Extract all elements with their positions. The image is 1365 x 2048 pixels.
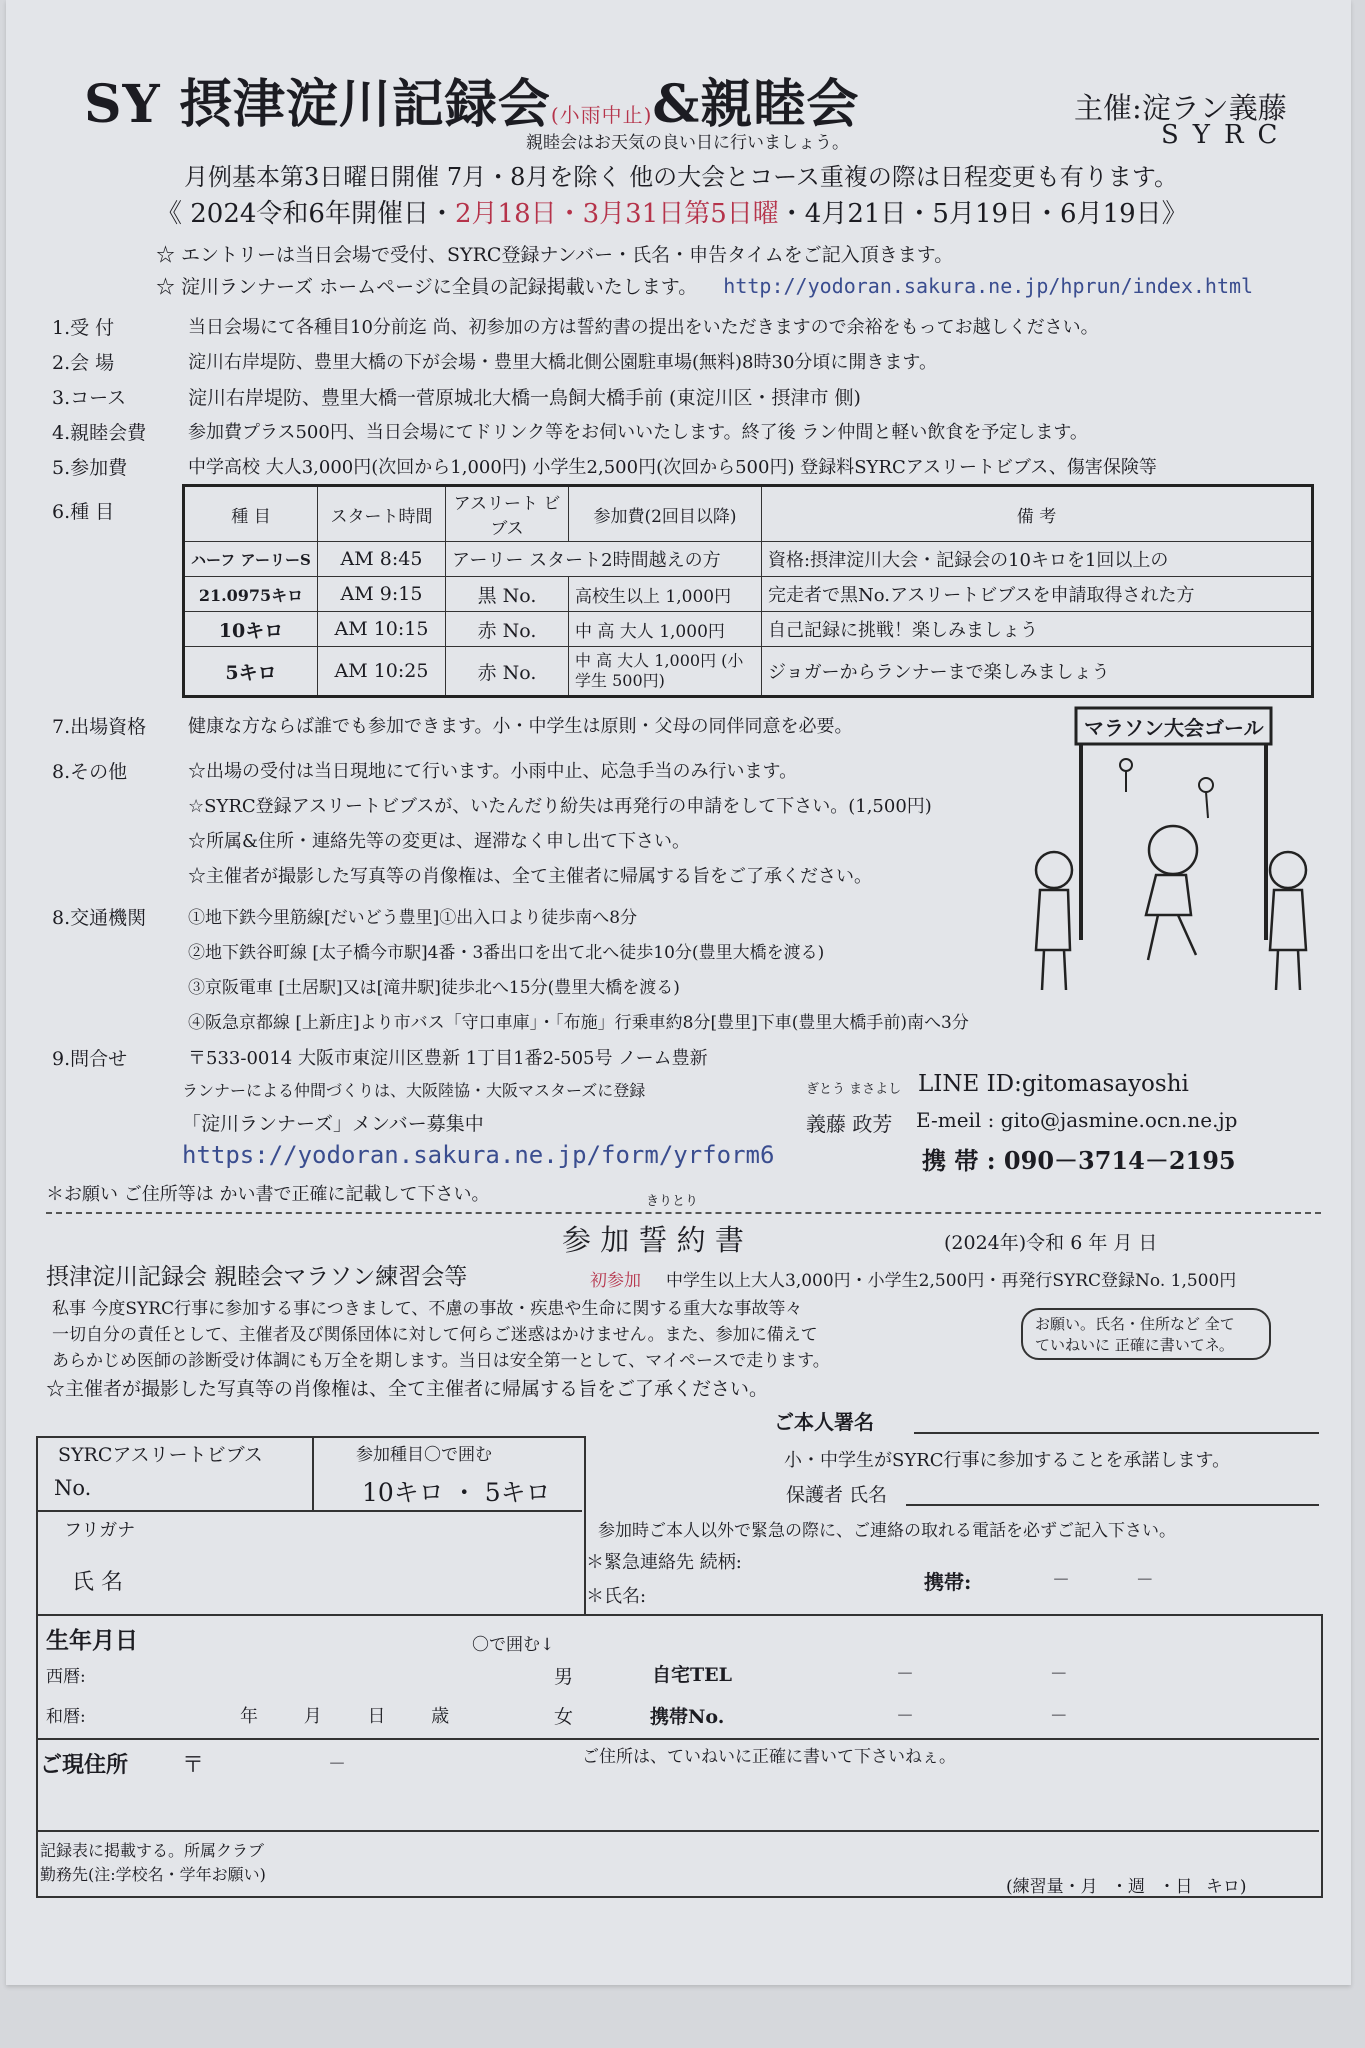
pledge-fee: 中学生以上大人3,000円・小学生2,500円・再発行SYRC登録No. 1,500円: [666, 1271, 1237, 1291]
start-time: AM 8:45: [318, 542, 446, 577]
gender-female-option[interactable]: 女: [554, 1706, 574, 1728]
postal-dash: －: [328, 1754, 346, 1775]
list-item: ④阪急京都線 [上新庄]より市バス「守口車庫」・「布施」行乗車約8分[豊里]下車(豊里大橋手前)南へ3分: [188, 1013, 969, 1033]
cut-line: [46, 1212, 1321, 1214]
pledge-body: 私事 今度SYRC行事に参加する事につきまして、不慮の事故・疾患や生命に関する重大な事故等々: [52, 1299, 803, 1319]
mobile-no-field[interactable]: 携帯No.: [650, 1706, 725, 1728]
bibs-label: SYRCアスリートビブス: [58, 1444, 263, 1466]
dates-open: 《 2024令和6年開催日・: [156, 199, 455, 229]
training-volume-field[interactable]: (練習量・月 ・週 ・日 キロ): [1006, 1877, 1247, 1897]
guardian-line[interactable]: [906, 1504, 1319, 1506]
section-label: 1.受 付: [52, 317, 115, 339]
home-tel-dashes: － －: [896, 1664, 1068, 1685]
event-choice[interactable]: 10キロ ・ 5キロ: [362, 1478, 551, 1507]
start-time: AM 9:15: [318, 577, 446, 612]
event-name: 21.0975キロ: [184, 577, 318, 612]
bubble-line: お願い。氏名・住所など 全て: [1035, 1315, 1235, 1333]
bibs: アーリー スタート2時間越えの方: [446, 542, 762, 577]
postal-mark[interactable]: 〒: [182, 1753, 205, 1778]
emergency-note: 参加時ご本人以外で緊急の際に、ご連絡の取れる電話を必ずご記入下さい。: [598, 1521, 1176, 1541]
list-item: ☆SYRC登録アスリートビブスが、いたんだり紛失は再発行の申請をして下さい。(1,500円): [188, 796, 932, 817]
club-field[interactable]: 記録表に掲載する。所属クラブ: [40, 1841, 265, 1860]
cut-ruby: きりとり: [646, 1194, 699, 1209]
bubble-line: ていねいに 正確に書いてネ。: [1035, 1336, 1234, 1354]
section-text: 淀川右岸堤防、豊里大橋一菅原城北大橋一鳥飼大橋手前 (東淀川区・摂津市 側): [188, 387, 861, 409]
list-item: ②地下鉄谷町線 [太子橋今市駅]4番・3番出口を出て北へ徒歩10分(豊里大橋を渡る): [188, 943, 825, 963]
table-header: スタート時間: [318, 486, 446, 542]
sponsor-org: SYRC: [1161, 120, 1292, 150]
note: 資格:摂津淀川大会・記録会の10キロを1回以上の: [762, 542, 1313, 577]
dates-highlight: 2月18日・3月31日第5日曜: [454, 199, 779, 229]
section-label: 9.問合せ: [52, 1048, 128, 1070]
table-row: [184, 542, 1313, 577]
first-time-label: 初参加: [590, 1271, 641, 1291]
note: 自己記録に挑戦！楽しみましょう: [762, 612, 1313, 647]
mobile-no-dashes: － －: [896, 1706, 1068, 1727]
pledge-body: ☆主催者が撮影した写真等の肖像権は、全て主催者に帰属する旨をご了承ください。: [46, 1378, 769, 1400]
notice-entry: ☆ エントリーは当日会場で受付、SYRC登録ナンバー・氏名・申告タイムをご記入頂きます。: [156, 244, 954, 266]
workplace-field[interactable]: 勤務先(注:学校名・学年お願い): [40, 1865, 266, 1884]
circle-note: 〇で囲む↓: [472, 1635, 555, 1655]
section-label: 2.会 場: [52, 352, 115, 374]
table-header: 参加費(2回目以降): [569, 486, 762, 542]
request-note: ＊お願い ご住所等は かい書で正確に記載して下さい。: [46, 1184, 490, 1205]
table-header: 種 目: [184, 486, 318, 542]
signature-line[interactable]: [914, 1432, 1319, 1434]
event-dates: [156, 193, 1188, 230]
section-text: 健康な方ならば誰でも参加できます。小・中学生は原則・父母の同伴同意を必要。: [188, 716, 853, 737]
flyer-page: [6, 0, 1351, 1985]
note: 完走者で黒No.アスリートビブスを申請取得された方: [762, 577, 1313, 612]
recruit-note: 「淀川ランナーズ」メンバー募集中: [182, 1113, 484, 1135]
start-time: AM 10:15: [318, 612, 446, 647]
signature-label: ご本人署名: [774, 1410, 874, 1434]
birthdate-label: 生年月日: [46, 1627, 138, 1654]
western-year-field[interactable]: 西暦:: [46, 1667, 86, 1687]
gender-male-option[interactable]: 男: [554, 1666, 574, 1688]
table-header-row: [184, 486, 1313, 542]
pledge-body: あらかじめ医師の診断受け体調にも万全を期します。当日は安全第一として、マイペースで走ります。: [52, 1351, 830, 1371]
emergency-name-field[interactable]: ＊氏名:: [586, 1586, 647, 1607]
section-text: 参加費プラス500円、当日会場にてドリンク等をお伺いいたします。終了後 ラン仲間と軽い飲食を予定します。: [188, 422, 1088, 443]
form-divider: [36, 1738, 1319, 1740]
event-name: 5キロ: [184, 647, 318, 697]
list-item: ☆所属&住所・連絡先等の変更は、遅滞なく申し出て下さい。: [188, 831, 691, 852]
bibs: 赤 No.: [446, 612, 569, 647]
sponsor: 主催:淀ラン義藤: [1074, 91, 1287, 125]
schedule-note: 月例基本第3日曜日開催 7月・8月を除く 他の大会とコース重複の際は日程変更も有ります。: [184, 163, 1178, 191]
section-label: 8.その他: [52, 761, 128, 783]
group-note: ランナーによる仲間づくりは、大阪陸協・大阪マスターズに登録: [182, 1081, 646, 1100]
pledge-event-name: 摂津淀川記録会 親睦会マラソン練習会等: [46, 1264, 468, 1290]
event-name: ハーフ アーリーS: [184, 542, 318, 577]
organizer-phone[interactable]: 携 帯 : 090－3714－2195: [922, 1146, 1236, 1175]
date-units: 年 月 日 歳: [240, 1706, 450, 1727]
furigana-name: ぎとう まさよし: [806, 1082, 902, 1097]
section-label: 3.コース: [52, 387, 127, 409]
section-text: 中学高校 大人3,000円(次回から1,000円) 小学生2,500円(次回から500円) 登録料SYRCアスリートビブス、傷害保険等: [188, 457, 1157, 478]
name-field[interactable]: 氏 名: [72, 1570, 123, 1595]
pledge-date: (2024年)令和 6 年 月 日: [944, 1232, 1158, 1254]
guardian-label: 保護者 氏名: [786, 1484, 888, 1506]
section-label: 5.参加費: [52, 457, 128, 479]
table-row: [184, 612, 1313, 647]
form-divider: [36, 1830, 1319, 1832]
section-label: 7.出場資格: [52, 716, 147, 738]
furigana-label[interactable]: フリガナ: [64, 1520, 136, 1541]
emergency-mobile-dashes: － －: [1052, 1570, 1154, 1591]
form-divider: [36, 1510, 582, 1512]
fee: 高校生以上 1,000円: [569, 577, 762, 612]
table-row: [184, 647, 1313, 697]
sub-note: 親睦会はお天気の良い日に行いましょう。: [526, 133, 849, 153]
address-note: ご住所は、ていねいに正確に書いて下さいねぇ。: [582, 1747, 956, 1767]
dates-rest: ・4月21日・5月19日・6月19日》: [778, 199, 1188, 229]
contact-address: 〒533-0014 大阪市東淀川区豊新 1丁目1番2-505号 ノーム豊新: [188, 1048, 708, 1069]
emergency-mobile-field[interactable]: 携帯:: [924, 1570, 972, 1594]
form-link[interactable]: https://yodoran.sakura.ne.jp/form/yrform6: [182, 1141, 775, 1169]
title-sy: SY: [84, 74, 161, 135]
notice-homepage: [156, 272, 1253, 299]
event-name: 10キロ: [184, 612, 318, 647]
event-choice-label: 参加種目〇で囲む: [356, 1445, 492, 1465]
bibs: 赤 No.: [446, 647, 569, 697]
home-tel-field[interactable]: 自宅TEL: [652, 1664, 732, 1686]
form-divider: [312, 1436, 314, 1510]
table-header: 備 考: [762, 486, 1313, 542]
notice-homepage-text: ☆ 淀川ランナーズ ホームページに全員の記録掲載いたします。: [156, 276, 698, 298]
title-social: &親睦会: [652, 74, 860, 135]
bibs-number-field[interactable]: No.: [54, 1476, 92, 1500]
goal-sign: マラソン大会ゴール: [1084, 716, 1264, 740]
marathon-goal-illustration: [1026, 700, 1316, 1005]
emergency-relation-field[interactable]: ＊緊急連絡先 続柄:: [586, 1552, 742, 1573]
title-main: 摂津淀川記録会: [179, 74, 551, 135]
pledge-body: 一切自分の責任として、主催者及び関係団体に対して何らご迷惑はかけません。また、参加に備えて: [52, 1325, 818, 1345]
homepage-link[interactable]: http://yodoran.sakura.ne.jp/hprun/index.html: [723, 274, 1254, 298]
list-item: ①地下鉄今里筋線[だいどう豊里]①出入口より徒歩南へ8分: [188, 908, 638, 928]
section-label: 8.交通機関: [52, 907, 147, 929]
note: ジョガーからランナーまで楽しみましょう: [762, 647, 1313, 697]
bibs: 黒 No.: [446, 577, 569, 612]
section-label: 4.親睦会費: [52, 422, 147, 444]
section-label: 6.種 目: [52, 501, 115, 523]
section-text: 当日会場にて各種目10分前迄 尚、初参加の方は誓約書の提出をいただきますので余裕をもってお越しください。: [188, 317, 1099, 338]
list-item: ③京阪電車 [土居駅]又は[滝井駅]徒歩北へ15分(豊里大橋を渡る): [188, 978, 680, 998]
fee: 中 高 大人 1,000円: [569, 612, 762, 647]
address-label: ご現住所: [40, 1752, 129, 1778]
table-row: [184, 577, 1313, 612]
list-item: ☆主催者が撮影した写真等の肖像権は、全て主催者に帰属する旨をご了承ください。: [188, 866, 872, 887]
japanese-year-field[interactable]: 和暦:: [46, 1707, 86, 1727]
section-text: 淀川右岸堤防、豊里大橋の下が会場・豊里大橋北側公園駐車場(無料)8時30分頃に開きます。: [188, 352, 937, 373]
pledge-title: 参 加 誓 約 書: [562, 1223, 744, 1257]
line-id: LINE ID:gitomasayoshi: [918, 1071, 1189, 1097]
event-title: [84, 62, 859, 137]
organizer-email[interactable]: E-meil : gito@jasmine.ocn.ne.jp: [916, 1108, 1238, 1132]
events-table: [182, 484, 1314, 698]
reminder-bubble: [1021, 1308, 1271, 1360]
start-time: AM 10:25: [318, 647, 446, 697]
goal-illustration-drawing: [1026, 700, 1316, 1005]
title-rain-note: (小雨中止): [550, 103, 653, 127]
table-header: アスリート ビブス: [446, 486, 569, 542]
minor-consent: 小・中学生がSYRC行事に参加することを承諾します。: [784, 1450, 1231, 1471]
list-item: ☆出場の受付は当日現地にて行います。小雨中止、応急手当のみ行います。: [188, 761, 798, 782]
organizer-name: 義藤 政芳: [806, 1112, 893, 1136]
fee: 中 高 大人 1,000円 (小学生 500円): [569, 647, 762, 697]
